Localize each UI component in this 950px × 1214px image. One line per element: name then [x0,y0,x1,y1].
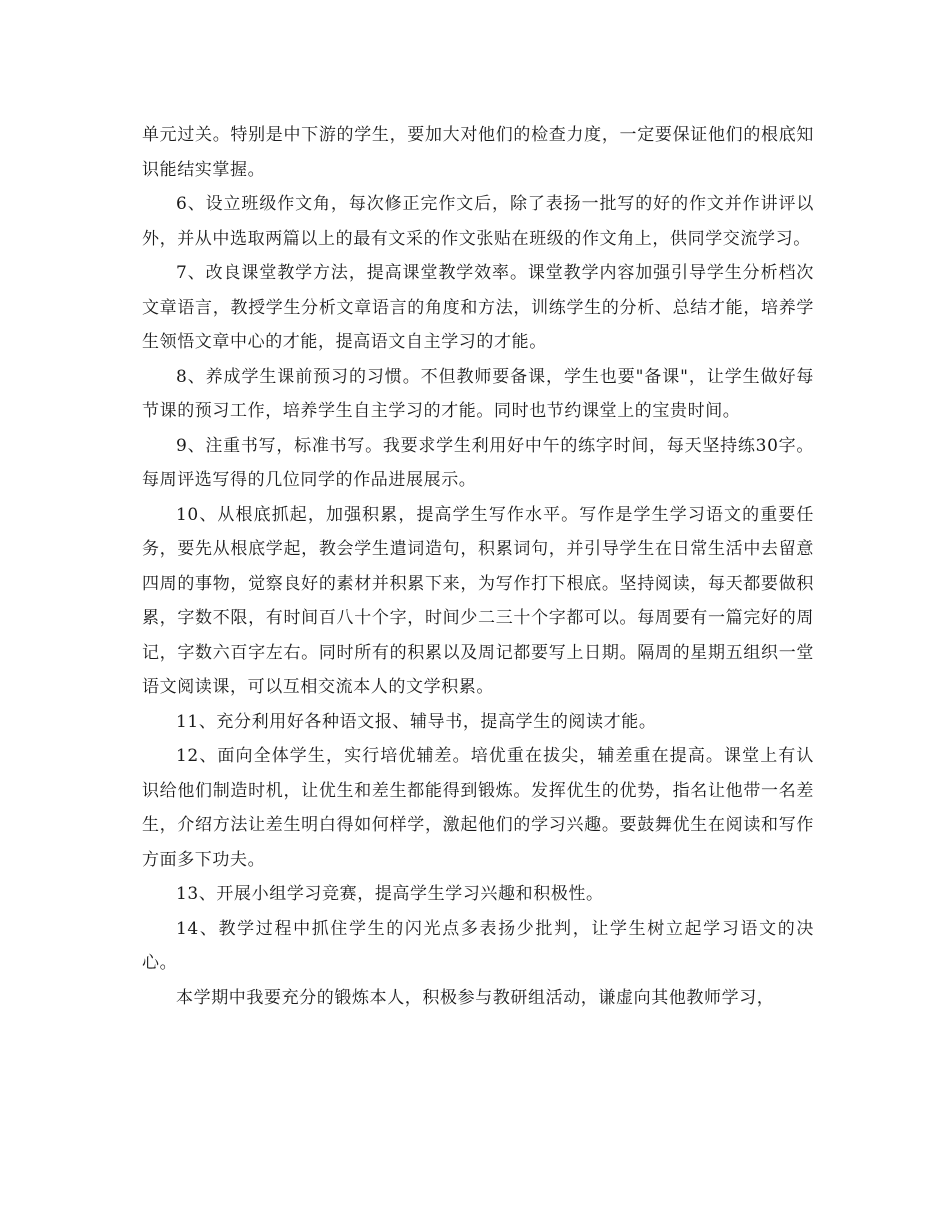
paragraph-item-12: 12、面向全体学生，实行培优辅差。培优重在拔尖，辅差重在提高。课堂上有认识给他们制造时机，让优生和差生都能得到锻炼。发挥优生的优势，指名让他带一名差生，介绍方法让差生明白得如何样学，激起他们的学习兴趣。要鼓舞优生在阅读和写作方面多下功夫。 [142,746,814,870]
paragraph-item-14: 14、教学过程中抓住学生的闪光点多表扬少批判，让学生树立起学习语文的决心。 [142,918,814,973]
paragraph-item-6: 6、设立班级作文角，每次修正完作文后，除了表扬一批写的好的作文并作讲评以外，并从中选取两篇以上的最有文采的作文张贴在班级的作文角上，供同学交流学习。 [142,194,814,249]
paragraph-item-10: 10、从根底抓起，加强积累，提高学生写作水平。写作是学生学习语文的重要任务，要先从根底学起，教会学生遣词造句，积累词句，并引导学生在日常生活中去留意四周的事物，觉察良好的素材并积累下来，为写作打下根底。坚持阅读，每天都要做积累，字数不限，有时间百八十个字，时间少二三十个字都可以。每周要有一篇完好的周记，字数六百字左右。同时所有的积累以及周记都要写上日期。隔周的星期五组织一堂语文阅读课，可以互相交流本人的文学积累。 [142,504,814,697]
paragraph-item-8: 8、养成学生课前预习的习惯。不但教师要备课，学生也要"备课"，让学生做好每节课的预习工作，培养学生自主学习的才能。同时也节约课堂上的宝贵时间。 [142,366,814,421]
paragraph-continuation: 单元过关。特别是中下游的学生，要加大对他们的检查力度，一定要保证他们的根底知识能结实掌握。 [142,125,814,180]
paragraph-item-13: 13、开展小组学习竞赛，提高学生学习兴趣和积极性。 [176,884,604,904]
paragraph-item-7: 7、改良课堂教学方法，提高课堂教学效率。课堂教学内容加强引导学生分析档次文章语言，教授学生分析文章语言的角度和方法，训练学生的分析、总结才能，培养学生领悟文章中心的才能，提高语文自主学习的才能。 [142,263,814,352]
paragraph-item-11: 11、充分利用好各种语文报、辅导书，提高学生的阅读才能。 [176,711,657,732]
document-body [142,118,814,1015]
paragraph-closing: 本学期中我要充分的锻炼本人，积极参与教研组活动，谦虚向其他教师学习， [176,987,775,1008]
paragraph-item-9: 9、注重书写，标准书写。我要求学生利用好中午的练字时间，每天坚持练30字。每周评选写得的几位同学的作品进展展示。 [142,435,814,490]
